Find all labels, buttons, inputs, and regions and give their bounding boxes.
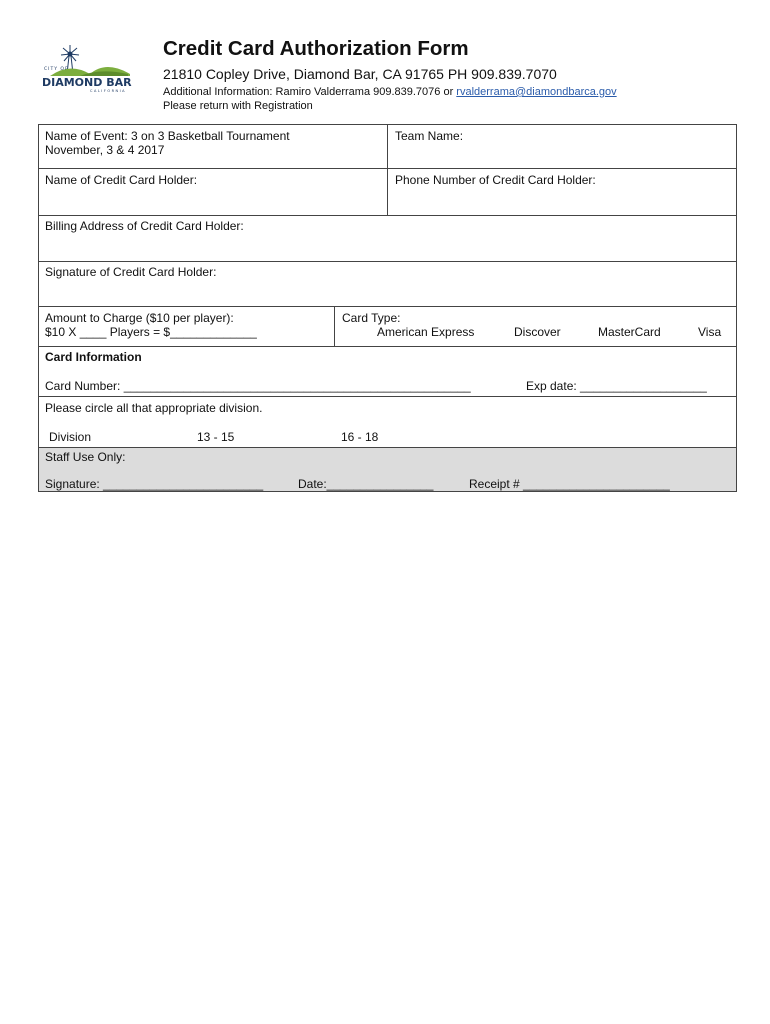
exp-date-field[interactable]: Exp date: ___________________ — [526, 379, 707, 393]
card-number-field[interactable]: Card Number: ____________________________________________________ — [45, 379, 471, 393]
team-name-field[interactable]: Team Name: — [395, 129, 464, 143]
event-dates: November, 3 & 4 2017 — [45, 143, 165, 157]
divider — [39, 447, 736, 448]
divider — [387, 125, 388, 215]
logo-city-of: CITY OF — [44, 67, 69, 72]
card-type-discover[interactable]: Discover — [514, 325, 561, 339]
division-label: Division — [49, 430, 92, 444]
city-logo — [40, 44, 136, 94]
divider — [39, 261, 736, 262]
additional-info-text: Additional Information: Ramiro Valderrama 909.839.7076 or — [163, 86, 457, 98]
divider — [39, 396, 736, 397]
billing-address-field[interactable]: Billing Address of Credit Card Holder: — [45, 219, 244, 233]
form-header — [163, 36, 743, 113]
divider — [39, 306, 736, 307]
amount-formula-field[interactable]: $10 X ____ Players = $_____________ — [45, 325, 257, 339]
logo-name: DIAMOND BAR — [42, 76, 132, 89]
card-type-label: Card Type: — [342, 311, 401, 325]
staff-receipt-field[interactable]: Receipt # ______________________ — [469, 477, 670, 491]
division-option-13-15[interactable]: 13 - 15 — [197, 430, 235, 444]
office-address: 21810 Copley Drive, Diamond Bar, CA 91765 PH 909.839.7070 — [163, 66, 557, 82]
card-holder-phone-field[interactable]: Phone Number of Credit Card Holder: — [395, 173, 596, 187]
division-option-16-18[interactable]: 16 - 18 — [341, 430, 379, 444]
event-name-label: Name of Event: 3 on 3 Basketball Tournament — [45, 129, 290, 143]
divider — [39, 215, 736, 216]
amount-label: Amount to Charge ($10 per player): — [45, 311, 234, 325]
divider — [334, 306, 335, 346]
card-holder-name-field[interactable]: Name of Credit Card Holder: — [45, 173, 198, 187]
logo-state: CALIFORNIA — [90, 89, 127, 93]
contact-email-link[interactable]: rvalderrama@diamondbarca.gov — [456, 86, 617, 98]
staff-date-field[interactable]: Date:________________ — [298, 477, 434, 491]
return-note: Please return with Registration — [163, 100, 313, 112]
authorization-form — [38, 124, 737, 492]
staff-use-heading: Staff Use Only: — [45, 450, 126, 464]
card-type-mastercard[interactable]: MasterCard — [598, 325, 661, 339]
windmill-hills-icon — [40, 44, 136, 94]
division-instruction: Please circle all that appropriate division. — [45, 401, 263, 415]
page-title: Credit Card Authorization Form — [163, 37, 469, 60]
additional-info — [163, 85, 743, 99]
staff-signature-field[interactable]: Signature: ________________________ — [45, 477, 264, 491]
card-type-amex[interactable]: American Express — [377, 325, 475, 339]
card-holder-signature-field[interactable]: Signature of Credit Card Holder: — [45, 265, 217, 279]
card-info-heading: Card Information — [45, 350, 142, 364]
card-type-visa[interactable]: Visa — [698, 325, 722, 339]
divider — [39, 346, 736, 347]
